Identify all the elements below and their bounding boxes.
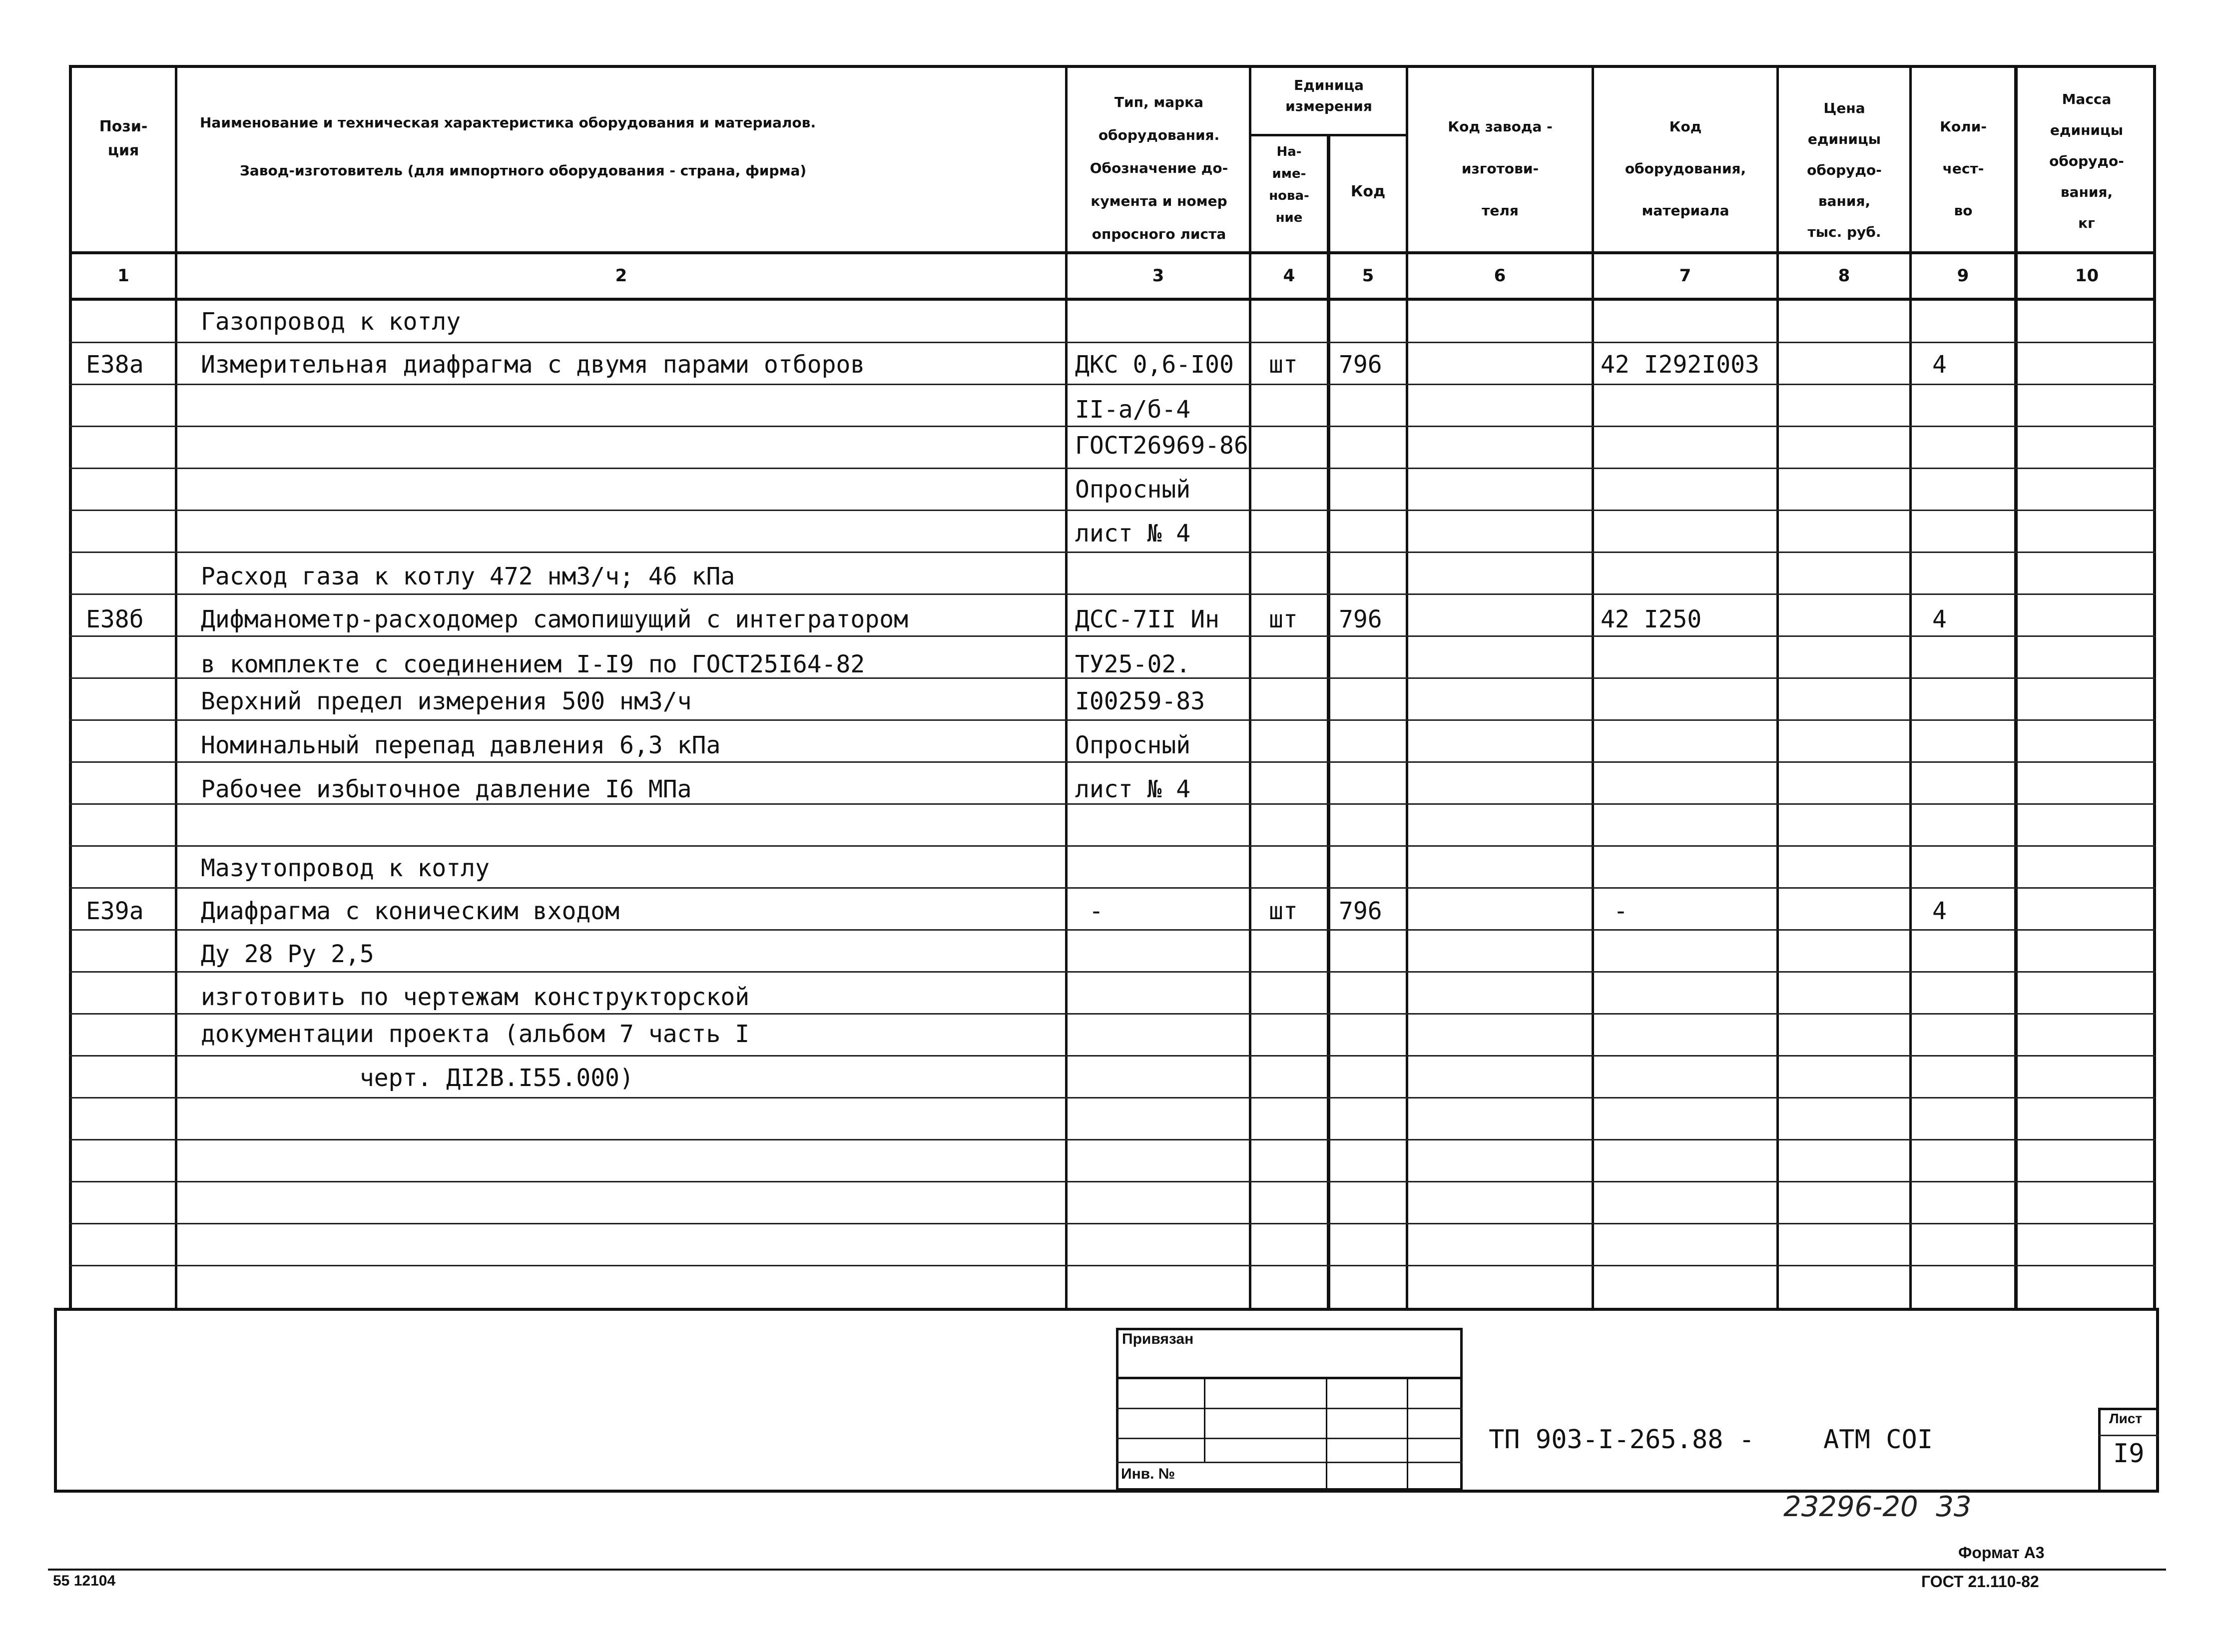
footer-left: 55 12104 (53, 1573, 116, 1589)
column-number-6: 6 (1494, 266, 1506, 286)
column-number-1: 1 (117, 266, 129, 286)
row-line (69, 384, 2156, 385)
row-type: II-а/б-4 (1075, 396, 1191, 424)
row-name: Диафрагма с коническим входом (201, 897, 620, 925)
row-name: Мазутопровод к котлу (201, 854, 490, 882)
row-quantity: 4 (1932, 351, 1947, 379)
row-type: Опросный (1075, 476, 1191, 504)
row-type: ТУ25-02. (1075, 650, 1191, 678)
row-line (69, 887, 2156, 889)
row-line (69, 845, 2156, 847)
header-position: Пози- ция (99, 118, 148, 159)
stamp-divider (1326, 1377, 1327, 1491)
row-line (69, 1181, 2156, 1182)
row-line (69, 1223, 2156, 1224)
sheet-label: Лист (2109, 1411, 2143, 1426)
row-type: ДКС 0,6-I00 (1075, 351, 1234, 379)
header-price: Цена единицы оборудо- вания, тыс. руб. (1807, 100, 1882, 240)
handwritten-number: 23296-20 33 (1783, 1491, 1972, 1523)
stamp-line (1116, 1438, 1463, 1439)
row-line (69, 929, 2156, 931)
row-name: Рабочее избыточное давление I6 МПа (201, 775, 692, 803)
gost-label: ГОСТ 21.110-82 (1921, 1573, 2039, 1591)
row-quantity: 4 (1932, 605, 1947, 633)
stamp-line (1116, 1377, 1463, 1379)
row-unit: шт (1269, 351, 1298, 379)
row-position: Е38а (86, 351, 144, 379)
row-name: Измерительная диафрагма с двумя парами отборов (201, 351, 865, 379)
row-name: Ду 28 Ру 2,5 (201, 940, 374, 968)
row-type: лист № 4 (1075, 775, 1191, 803)
column-number-9: 9 (1957, 266, 1969, 286)
row-name: Номинальный перепад давления 6,3 кПа (201, 731, 721, 759)
column-number-3: 3 (1152, 266, 1164, 286)
row-code: 796 (1339, 605, 1382, 633)
header-equipment-code: Код оборудования, материала (1625, 118, 1746, 219)
row-name: черт. ДI2В.I55.000) (201, 1064, 634, 1092)
column-number-10: 10 (2075, 266, 2099, 286)
row-code: 796 (1339, 351, 1382, 379)
stamp-divider (1407, 1377, 1408, 1491)
row-name: Верхний предел измерения 500 нм3/ч (201, 687, 692, 715)
stamp-divider (1204, 1377, 1205, 1462)
designation: ТП 903-I-265.88 - (1489, 1425, 1755, 1455)
row-name: изготовить по чертежам конструкторской (201, 983, 750, 1011)
privyazan-label: Привязан (1122, 1331, 1194, 1347)
row-name: в комплекте с соединением I-I9 по ГОСТ25I64-82 (201, 650, 865, 678)
header-unit-group: Единица измерения (1285, 77, 1372, 114)
header-mass: Масса единицы оборудо- вания, кг (2049, 91, 2124, 231)
row-unit: шт (1269, 897, 1298, 925)
row-line (69, 342, 2156, 343)
row-line (69, 1265, 2156, 1266)
row-equipment-code: 42 I250 (1601, 605, 1702, 633)
header-quantity: Коли- чест- во (1940, 118, 1987, 219)
header-type: Тип, марка оборудования. Обозначение до- кумента и номер опросного листа (1090, 94, 1228, 242)
format-label: Формат А3 (1958, 1544, 2045, 1562)
row-position: Е39а (86, 897, 144, 925)
column-number-7: 7 (1679, 266, 1691, 286)
row-equipment-code: - (1614, 897, 1628, 925)
row-line (69, 719, 2156, 721)
column-number-4: 4 (1283, 266, 1295, 286)
col-divider (1327, 134, 1330, 1311)
row-line (69, 593, 2156, 595)
row-code: 796 (1339, 897, 1382, 925)
row-line (69, 1097, 2156, 1099)
row-type: ГОСТ26969-86 (1075, 432, 1248, 460)
row-line (69, 551, 2156, 553)
row-line (69, 1139, 2156, 1140)
stamp-line (1116, 1462, 1463, 1463)
header-unit-name: На- име- нова- ние (1269, 144, 1309, 225)
row-line (69, 468, 2156, 469)
row-line (69, 971, 2156, 973)
row-name: Газопровод к котлу (201, 308, 461, 336)
stamp-line (1116, 1408, 1463, 1409)
row-line (69, 510, 2156, 511)
row-name: Расход газа к котлу 472 нм3/ч; 46 кПа (201, 562, 735, 590)
unit-group-line (1249, 134, 1406, 136)
row-equipment-code: 42 I292I003 (1601, 351, 1759, 379)
row-line (69, 1013, 2156, 1015)
row-position: Е38б (86, 605, 144, 633)
sheet-number: I9 (2113, 1439, 2145, 1469)
sheet-line (2098, 1435, 2159, 1436)
row-unit: шт (1269, 605, 1298, 633)
column-number-2: 2 (615, 266, 627, 286)
row-type: - (1089, 897, 1104, 925)
row-type: лист № 4 (1075, 520, 1191, 548)
column-number-bottom-line (69, 298, 2156, 301)
row-line (69, 761, 2156, 763)
row-name: документации проекта (альбом 7 часть I (201, 1020, 750, 1048)
row-type: Опросный (1075, 731, 1191, 759)
row-type: I00259-83 (1075, 687, 1205, 715)
row-line (69, 1055, 2156, 1057)
row-quantity: 4 (1932, 897, 1947, 925)
document-code: АТМ СОI (1823, 1425, 1933, 1455)
column-number-8: 8 (1838, 266, 1850, 286)
header-unit-code: Код (1350, 183, 1386, 200)
header-name-line2: Завод-изготовитель (для импортного оборудования - страна, фирма) (240, 162, 807, 179)
header-name-line1: Наименование и техническая характеристика оборудования и материалов. (200, 114, 816, 131)
row-type: ДСС-7II Ин (1075, 605, 1219, 633)
column-number-5: 5 (1362, 266, 1374, 286)
header-factory-code: Код завода - изготови- теля (1448, 118, 1553, 219)
row-line (69, 635, 2156, 637)
footer-line (48, 1569, 2166, 1571)
title-block-frame (54, 1308, 2159, 1493)
row-line (69, 426, 2156, 427)
row-name: Дифманометр-расходомер самопишущий с интегратором (201, 605, 909, 633)
inv-no-label: Инв. № (1121, 1466, 1175, 1482)
